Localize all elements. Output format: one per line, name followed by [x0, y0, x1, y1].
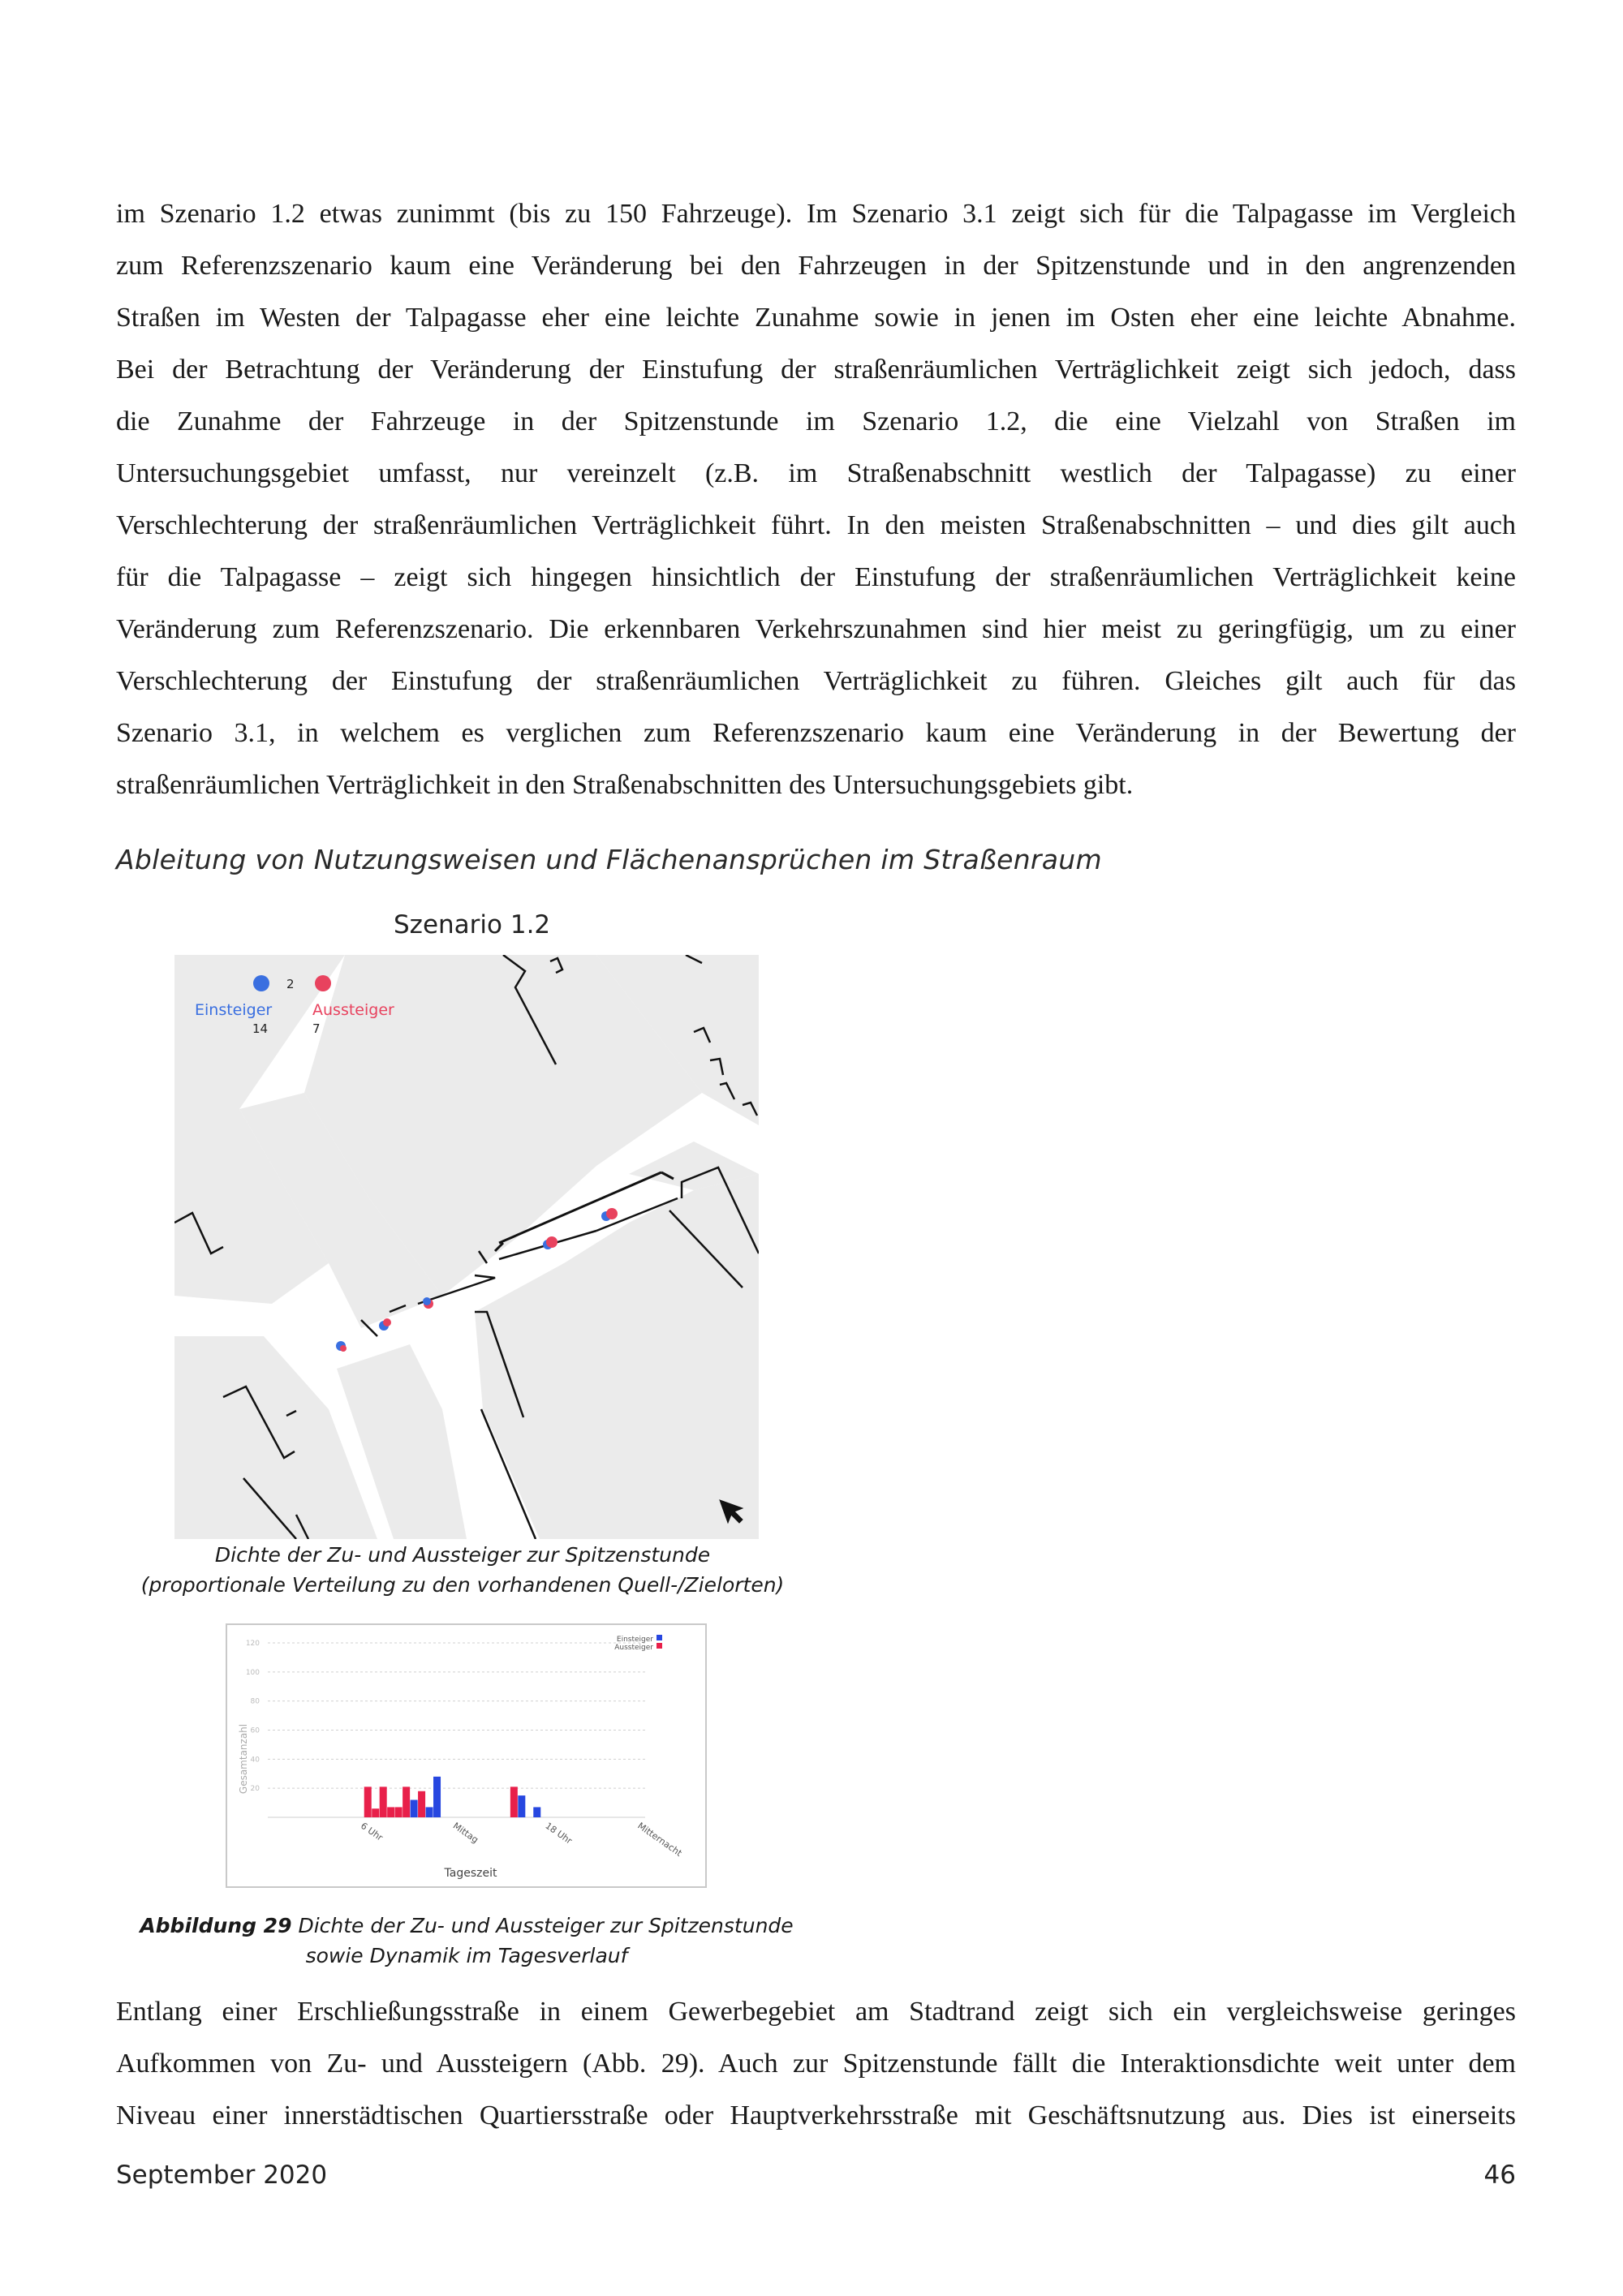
chart-y-tick-label: 20	[250, 1785, 260, 1794]
daily-dynamics-chart	[227, 1625, 705, 1886]
einsteiger-bar	[533, 1807, 540, 1817]
chart-x-tick-label: Mitternacht	[635, 1820, 684, 1859]
text-line: für die Talpagasse – zeigt sich hingegen hinsichtlich der Einstufung der straßenräumlichen Verträglichkeit keine	[116, 562, 1516, 592]
einsteiger-legend-dot	[253, 975, 269, 991]
chart-x-axis-label: Tageszeit	[444, 1867, 497, 1880]
chart-x-tick-label: Mittag	[450, 1820, 480, 1846]
map-caption-line: (proportionale Verteilung zu den vorhandenen Quell-/Zielorten)	[140, 1573, 785, 1597]
body-paragraph-bottom	[116, 1986, 1516, 2142]
chart-legend-swatch	[657, 1643, 662, 1649]
aussteiger-value: 7	[312, 1021, 321, 1036]
chart-x-ticks	[359, 1821, 684, 1859]
chart-grid	[268, 1643, 645, 1817]
page-number: 46	[1483, 2161, 1516, 2190]
text-line: Entlang einer Erschließungsstraße in einem Gewerbegebiet am Stadtrand zeigt sich ein vergleichsweise geringes	[116, 1997, 1516, 2027]
text-line: Aufkommen von Zu- und Aussteigern (Abb. 29). Auch zur Spitzenstunde fällt die Interaktionsdichte weit unter dem	[116, 2049, 1516, 2079]
einsteiger-bar	[426, 1807, 433, 1817]
text-line: zum Referenzszenario kaum eine Veränderung bei den Fahrzeugen in der Spitzenstunde und in den angrenzenden	[116, 251, 1516, 281]
text-line: straßenräumlichen Verträglichkeit in den Straßenabschnitten des Untersuchungsgebiets gibt.	[116, 770, 1134, 800]
figure-caption-text: sowie Dynamik im Tagesverlauf	[305, 1944, 628, 1967]
text-line: Straßen im Westen der Talpagasse eher eine leichte Zunahme sowie in jenen im Osten eher eine leichte Abnahme.	[116, 303, 1516, 333]
aussteiger-point	[606, 1208, 618, 1219]
text-line: im Szenario 1.2 etwas zunimmt (bis zu 150 Fahrzeuge). Im Szenario 3.1 zeigt sich für die Talpagasse im Vergleich	[116, 199, 1516, 229]
aussteiger-point	[340, 1345, 347, 1352]
text-line: Verschlechterung der Einstufung der straßenräumlichen Verträglichkeit zu führen. Gleiches gilt auch für das	[116, 666, 1516, 696]
section-subheading: Ableitung von Nutzungsweisen und Flächenansprüchen im Straßenraum	[116, 844, 1102, 875]
figure-caption	[122, 1911, 812, 1971]
aussteiger-point	[383, 1318, 391, 1326]
aussteiger-bar	[418, 1791, 425, 1817]
map-caption	[130, 1540, 795, 1600]
text-line: Veränderung zum Referenzszenario. Die erkennbaren Verkehrszunahmen sind hier meist zu geringfügig, um zu einer	[116, 614, 1516, 644]
density-map	[174, 955, 759, 1539]
chart-y-tick-label: 80	[250, 1697, 260, 1706]
einsteiger-label: Einsteiger	[195, 1001, 273, 1019]
text-line: Verschlechterung der straßenräumlichen Verträglichkeit führt. In den meisten Straßenabschnitten – und dies gilt auch	[116, 510, 1516, 540]
aussteiger-point	[546, 1236, 558, 1248]
body-paragraph-top	[116, 188, 1516, 811]
aussteiger-bar	[372, 1808, 379, 1817]
chart-legend-label: Einsteiger	[616, 1636, 653, 1644]
einsteiger-point	[423, 1297, 431, 1305]
aussteiger-bar	[364, 1786, 372, 1817]
figure-label: Abbildung 29	[140, 1914, 292, 1937]
text-line: Bei der Betrachtung der Veränderung der Einstufung der straßenräumlichen Verträglichkeit zeigt sich jedoch, dass	[116, 355, 1516, 385]
text-line: Niveau einer innerstädtischen Quartiersstraße oder Hauptverkehrsstraße mit Geschäftsnutzung aus. Dies ist einerseits	[116, 2100, 1516, 2130]
einsteiger-bar	[433, 1777, 441, 1817]
chart-bars	[364, 1777, 541, 1817]
aussteiger-bar	[510, 1786, 518, 1817]
chart-frame	[226, 1623, 707, 1888]
einsteiger-bar	[411, 1800, 418, 1818]
einsteiger-value: 14	[252, 1021, 269, 1036]
aussteiger-label: Aussteiger	[312, 1001, 394, 1019]
figure-caption-text: Dichte der Zu- und Aussteiger zur Spitzenstunde	[298, 1914, 794, 1937]
legend-center-value: 2	[286, 977, 295, 991]
chart-y-tick-label: 100	[245, 1668, 260, 1677]
text-line: Szenario 3.1, in welchem es verglichen zum Referenzszenario kaum eine Veränderung in der Bewertung der	[116, 718, 1516, 748]
chart-y-tick-label: 120	[245, 1640, 260, 1648]
chart-legend-label: Aussteiger	[614, 1644, 653, 1652]
aussteiger-bar	[380, 1786, 387, 1817]
aussteiger-bar	[387, 1807, 394, 1817]
chart-y-tick-label: 60	[250, 1726, 260, 1735]
chart-y-axis-label: Gesamtanzahl	[238, 1723, 249, 1795]
aussteiger-bar	[395, 1807, 403, 1817]
chart-x-tick-label: 6 Uhr	[359, 1820, 385, 1843]
aussteiger-legend-dot	[315, 975, 331, 991]
text-line: Untersuchungsgebiet umfasst, nur vereinzelt (z.B. im Straßenabschnitt westlich der Talpagasse) zu einer	[116, 458, 1516, 488]
chart-y-tick-label: 40	[250, 1756, 260, 1765]
map-caption-line: Dichte der Zu- und Aussteiger zur Spitzenstunde	[214, 1543, 711, 1567]
chart-x-tick-label: 18 Uhr	[543, 1820, 575, 1847]
map-title: Szenario 1.2	[394, 910, 551, 939]
einsteiger-bar	[518, 1795, 525, 1817]
text-line: die Zunahme der Fahrzeuge in der Spitzenstunde im Szenario 1.2, die eine Vielzahl von Straßen im	[116, 406, 1516, 436]
chart-legend-swatch	[657, 1635, 662, 1640]
footer-date: September 2020	[116, 2161, 328, 2190]
aussteiger-bar	[403, 1786, 410, 1817]
chart-legend	[614, 1635, 662, 1652]
